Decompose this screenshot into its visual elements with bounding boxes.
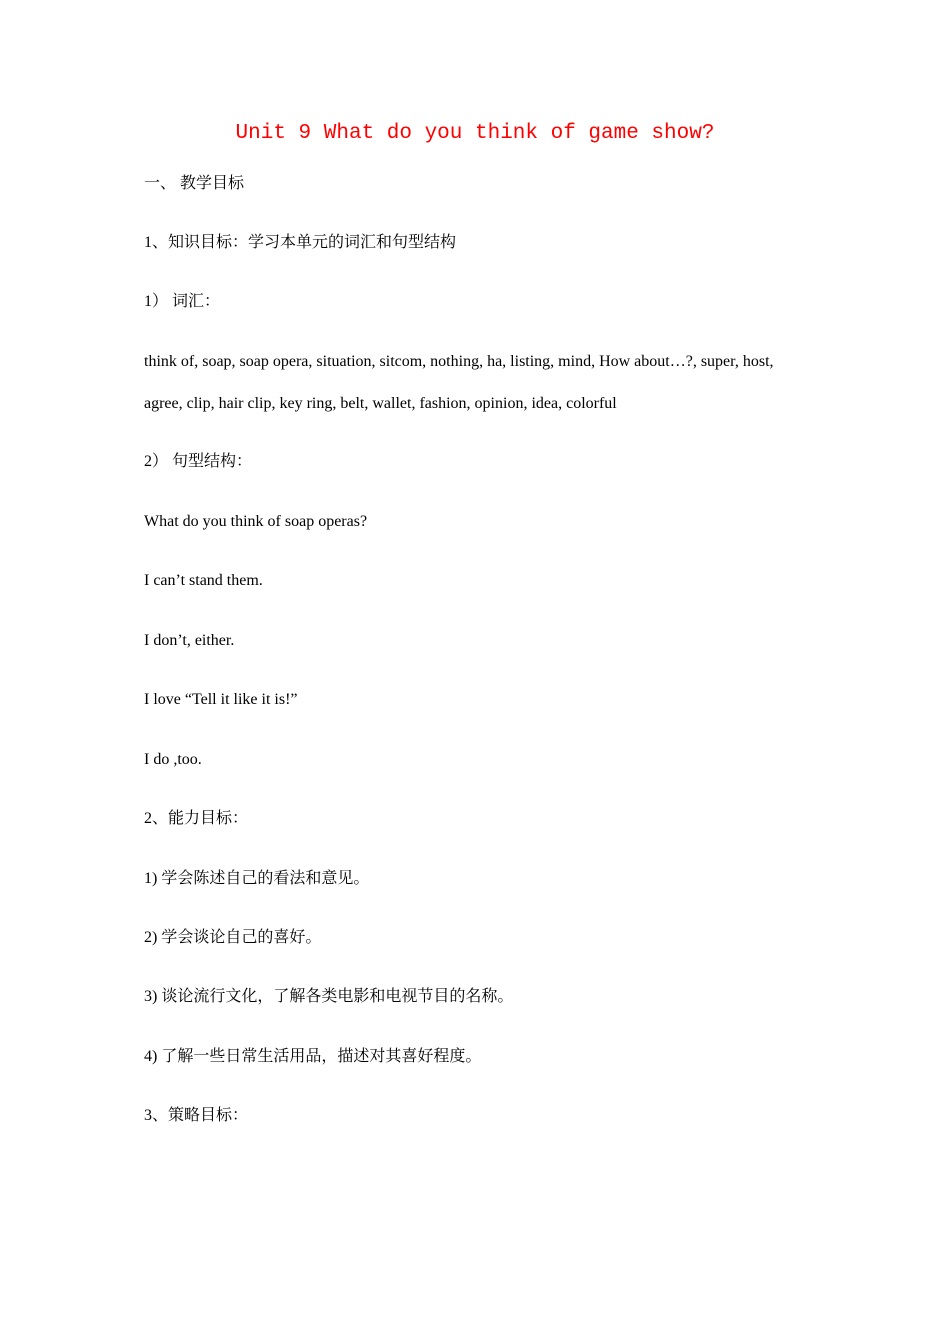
vocabulary-heading: 1） 词汇： (144, 293, 221, 310)
knowledge-objective-heading: 1、知识目标：学习本单元的词汇和句型结构 (144, 234, 457, 251)
example-sentence: I can’t stand them. (144, 572, 263, 589)
section-heading-objectives: 一、 教学目标 (144, 175, 245, 192)
example-sentence: What do you think of soap operas? (144, 513, 368, 530)
document-title: Unit 9 What do you think of game show? (235, 122, 715, 145)
ability-item: 4) 了解一些日常生活用品，描述对其喜好程度。 (144, 1048, 482, 1065)
sentence-structure-heading: 2） 句型结构： (144, 453, 253, 470)
example-sentence: I don’t, either. (144, 632, 235, 649)
ability-objective-heading: 2、能力目标： (144, 810, 249, 827)
example-sentence: I love “Tell it like it is!” (144, 691, 298, 708)
example-sentence: I do ,too. (144, 751, 202, 768)
ability-item: 3) 谈论流行文化，了解各类电影和电视节目的名称。 (144, 988, 514, 1005)
strategy-objective-heading: 3、策略目标： (144, 1107, 249, 1124)
vocabulary-line-1: think of, soap, soap opera, situation, sitcom, nothing, ha, listing, mind, How about…?, super, host, (144, 353, 774, 370)
ability-item: 1) 学会陈述自己的看法和意见。 (144, 870, 370, 887)
ability-item: 2) 学会谈论自己的喜好。 (144, 929, 322, 946)
vocabulary-line-2: agree, clip, hair clip, key ring, belt, wallet, fashion, opinion, idea, colorful (144, 395, 617, 412)
